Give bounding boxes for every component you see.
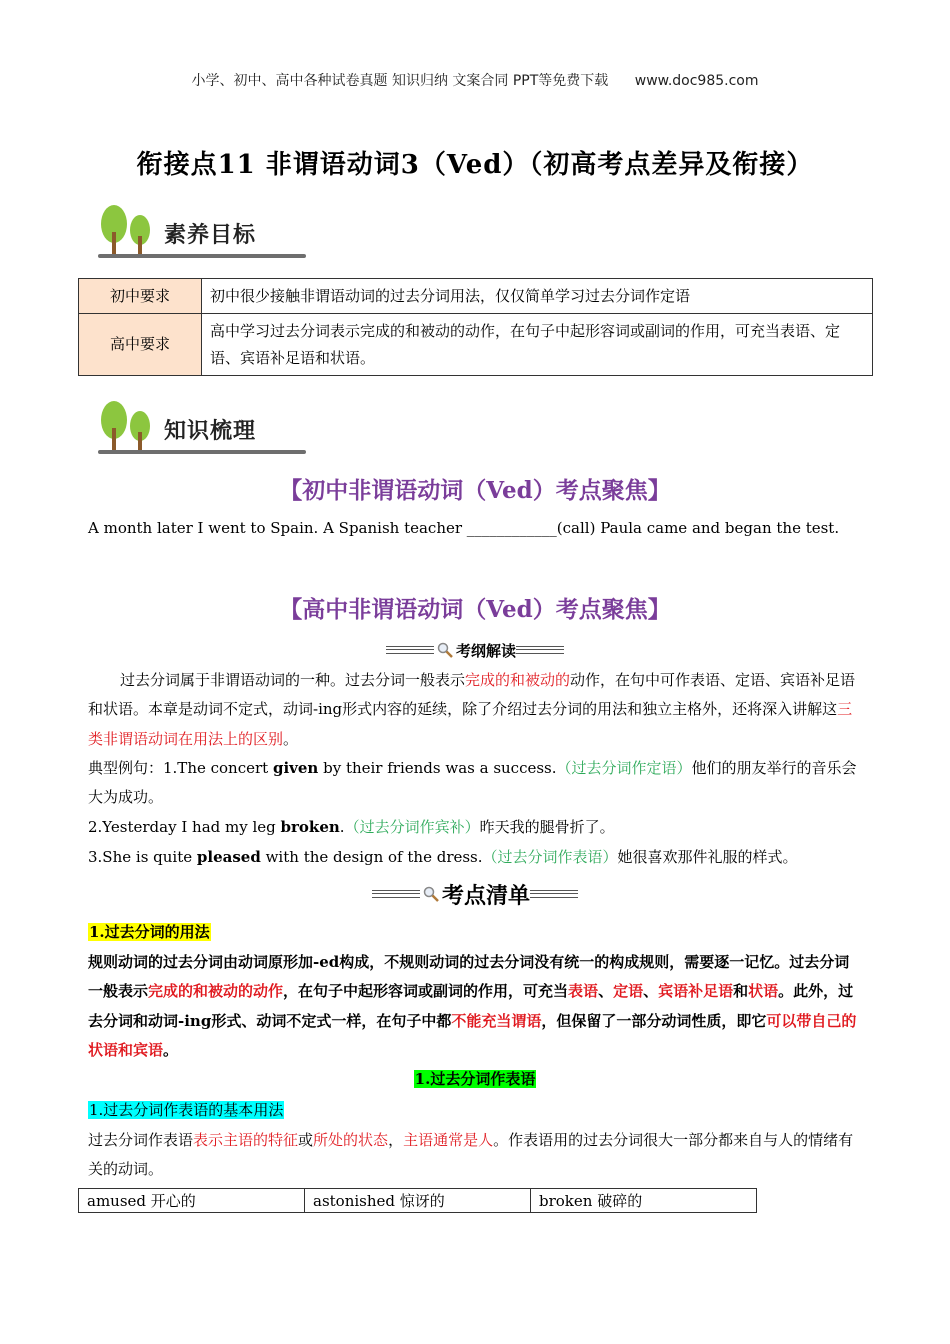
predicative-paragraph: [88, 1126, 864, 1185]
translation: 他们的朋友举行的音乐会大为成功。: [88, 759, 857, 807]
magnifier-icon: [437, 642, 453, 658]
junior-exercise: A month later I went to Spain. A Spanish teacher ____________(call) Paula came and began the test.: [88, 519, 840, 537]
site-header: [0, 70, 950, 90]
subsection-heading-line: [0, 1068, 950, 1089]
site-url[interactable]: www.doc985.com: [634, 73, 759, 89]
junior-focus-heading: 【初中非谓语动词（Ved）考点聚焦】: [279, 477, 671, 504]
text-run: 2.Yesterday I had my leg: [88, 818, 281, 836]
text-run: 和: [733, 982, 749, 1001]
table-row: [79, 314, 873, 376]
text-run: 、: [643, 982, 659, 1001]
divider-line: [372, 890, 420, 898]
text-run: ，: [388, 1131, 404, 1149]
table-cell-text: 初中很少接触非谓语动词的过去分词用法，仅仅简单学习过去分词作定语: [202, 279, 873, 314]
key-word: given: [272, 759, 319, 777]
example-2: [88, 813, 864, 842]
text-run: 。作表语用的过去分词很大一部分都来自与人的情绪有关的动词。: [88, 1131, 854, 1179]
usage-paragraph: [88, 948, 864, 1065]
translation: 昨天我的腿骨折了。: [479, 818, 615, 836]
syllabus-heading: 考纲解读: [455, 641, 516, 660]
highlight-text: 所处的状态: [313, 1131, 389, 1149]
divider-line: [386, 646, 434, 654]
knowledge-banner-label: 知识梳理: [164, 419, 257, 444]
table-cell-text: 高中学习过去分词表示完成的和被动的动作，在句子中起形容词或副词的作用，可充当表语、定语、宾语补足语和状语。: [202, 314, 873, 376]
banner-underline: [98, 254, 306, 258]
site-tagline: 小学、初中、高中各种试卷真题 知识归纳 文案合同 PPT等免费下载: [191, 73, 609, 89]
highlight-text: 表语: [568, 982, 599, 1001]
tree-icon: [96, 202, 158, 262]
text-run: 过去分词作表语: [88, 1131, 194, 1149]
divider-line: [530, 890, 578, 898]
text-run: 。此外，过去分词和动词-ing形式、动词不定式一样，在句子中都: [88, 982, 854, 1030]
syllabus-paragraph: [88, 666, 864, 754]
text-run: 。: [163, 1040, 179, 1059]
highlight-text: 完成的和被动的: [465, 671, 571, 689]
highlight-text: 宾语补足语: [658, 982, 734, 1001]
divider-line: [516, 646, 564, 654]
text-run: 动作，在句中可作表语、定语、宾语补足语和状语。本章是动词不定式，动词-ing形式内容的延续，除了介绍过去分词的用法和独立主格外，还将深入讲解这: [88, 671, 856, 719]
goals-banner: [96, 202, 306, 262]
table-row: [79, 279, 873, 314]
subsection-heading: 1.过去分词作表语: [414, 1070, 536, 1088]
translation: 她很喜欢那件礼服的样式。: [617, 848, 798, 866]
sub1-title-line: [88, 1096, 864, 1125]
text-run: ，在句子中起形容词或副词的作用，可充当: [283, 982, 569, 1001]
text-run: 规则动词的过去分词由动词原形加-ed构成，不规则动词的过去分词没有统一的构成规则，需要逐一记忆。过去分词一般表示: [88, 953, 850, 1001]
page-title: 衔接点11 非谓语动词3（Ved）（初高考点差异及衔接）: [136, 150, 814, 180]
requirements-table: [78, 278, 873, 376]
grammar-note: （过去分词作宾补）: [344, 818, 480, 836]
highlight-text: 完成的和被动的动作: [148, 982, 284, 1001]
highlight-text: 可以带自己的状语和宾语: [88, 1011, 857, 1059]
tree-icon: [96, 398, 158, 458]
example-3: [88, 843, 864, 872]
grammar-note: （过去分词作定语）: [556, 759, 692, 777]
table-row: [79, 1189, 757, 1213]
senior-focus-heading: 【高中非谓语动词（Ved）考点聚焦】: [279, 596, 671, 623]
checklist-heading: 考点清单: [441, 882, 530, 909]
highlight-text: 表示主语的特征: [193, 1131, 299, 1149]
highlight-text: 主语通常是人: [403, 1131, 494, 1149]
text-run: 、: [598, 982, 614, 1001]
section-1-title-line: [88, 918, 864, 947]
highlight-text: 三类非谓语动词在用法上的区别: [88, 700, 853, 748]
text-run: by their friends was a success.: [318, 759, 557, 777]
table-cell-label: 初中要求: [79, 279, 202, 314]
checklist-divider: [0, 878, 950, 910]
text-run: 3.She is quite: [88, 848, 197, 866]
grammar-note: （过去分词作表语）: [482, 848, 618, 866]
text-run: 或: [298, 1131, 314, 1149]
text-run: .: [339, 818, 345, 836]
text-run: 。: [283, 729, 299, 748]
table-cell: astonished 惊讶的: [305, 1189, 531, 1213]
table-cell-label: 高中要求: [79, 314, 202, 376]
goals-banner-label: 素养目标: [164, 223, 257, 248]
text-run: 过去分词属于非谓语动词的一种。过去分词一般表示: [120, 671, 466, 689]
example-1: [88, 754, 864, 813]
highlight-text: 不能充当谓语: [451, 1011, 542, 1030]
highlight-text: 状语: [748, 982, 779, 1001]
section-1-title: 1.过去分词的用法: [89, 923, 210, 941]
magnifier-icon: [423, 886, 439, 902]
table-cell: amused 开心的: [79, 1189, 305, 1213]
banner-underline: [98, 450, 306, 454]
syllabus-divider: [0, 638, 950, 662]
text-run: with the design of the dress.: [260, 848, 483, 866]
text-run: ，但保留了一部分动词性质，即它: [541, 1011, 767, 1030]
words-table: [78, 1188, 757, 1213]
key-word: pleased: [196, 848, 261, 866]
knowledge-banner: [96, 398, 306, 458]
table-cell: broken 破碎的: [531, 1189, 757, 1213]
text-run: 典型例句：1.The concert: [88, 759, 273, 777]
sub1-title: 1.过去分词作表语的基本用法: [89, 1101, 284, 1119]
key-word: broken: [280, 818, 340, 836]
highlight-text: 定语: [613, 982, 644, 1001]
